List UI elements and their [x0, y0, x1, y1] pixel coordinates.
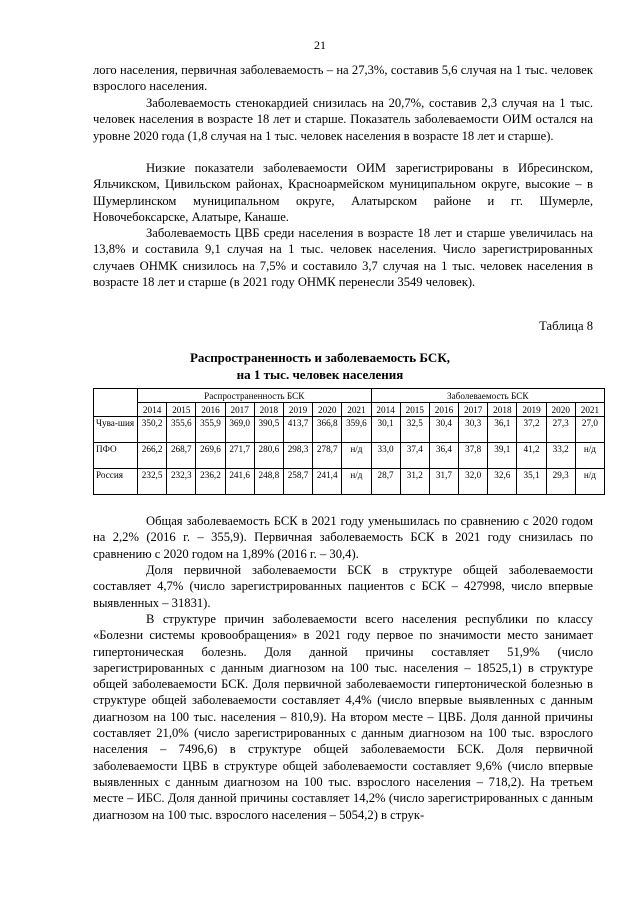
table-cell: 27,0 — [575, 417, 604, 443]
paragraph: В структуре причин заболеваемости всего населения республики по классу «Болезни системы кровообращения» в 2021 году первое по значимости место занимает гипертоническая болезнь. Доля данной причины составляет 51,9% (число зарегистрированных с данным диагнозом на 100 тыс. населения – 18525,1) в структуре общей заболеваемости БСК. Доля первичной заболеваемости гипертонической болезнью в структуре общей заболеваемости составляет 4,4% (число впервые выявленных с данным диагнозом на 100 тыс. населения – 810,9). На втором месте – ЦВБ. Доля данной причины составляет 21,0% (число зарегистрированных с данным диагнозом на 100 тыс. взрослого населения – 7496,6) в структуре общей заболеваемости БСК. Доля первичной заболеваемости ЦВБ в структуре общей заболеваемости составляет 9,6% (число впервые выявленных с данным диагнозом на 100 тыс. взрослого населения – 718,2). На третьем месте – ИБС. Доля данной причины составляет 14,2% (число зарегистрированных с данным диагнозом на 100 тыс. взрослого населения – 5054,2) в струк- — [93, 612, 593, 822]
table-label: Таблица 8 — [539, 319, 593, 333]
table-cell: 369,0 — [225, 417, 254, 443]
group-header-incidence: Заболеваемость БСК — [371, 389, 605, 403]
table-cell: 36,4 — [429, 443, 458, 469]
table-corner-cell — [94, 389, 138, 417]
table-cell: 37,4 — [400, 443, 429, 469]
table-cell: 35,1 — [517, 469, 546, 495]
table-cell: 269,6 — [196, 443, 225, 469]
table-cell: 232,3 — [167, 469, 196, 495]
year-header: 2020 — [546, 403, 575, 417]
table-cell: н/д — [575, 469, 604, 495]
table-cell: 350,2 — [138, 417, 167, 443]
paragraph: Заболеваемость стенокардией снизилась на 20,7%, составив 2,3 случая на 1 тыс. человек населения в возрасте 18 лет и старше. Показатель заболеваемости ОИМ остался на уровне 2020 года (1,8 случая на 1 тыс. человек населения в возрасте 18 лет и старше). — [93, 96, 593, 143]
row-label: ПФО — [94, 443, 138, 469]
table-cell: 36,1 — [488, 417, 517, 443]
year-header: 2017 — [225, 403, 254, 417]
table-cell: 271,7 — [225, 443, 254, 469]
table-cell: 29,3 — [546, 469, 575, 495]
table-cell: 28,7 — [371, 469, 400, 495]
table-cell: 37,8 — [459, 443, 488, 469]
table-cell: н/д — [342, 469, 371, 495]
year-header: 2020 — [313, 403, 342, 417]
table-cell: 266,2 — [138, 443, 167, 469]
row-label: Чува-шия — [94, 417, 138, 443]
group-header-prevalence: Распространенность БСК — [138, 389, 372, 403]
year-header: 2015 — [400, 403, 429, 417]
table-cell: 33,0 — [371, 443, 400, 469]
table-cell: 31,7 — [429, 469, 458, 495]
table-cell: н/д — [342, 443, 371, 469]
table-cell: 298,3 — [283, 443, 312, 469]
year-header: 2015 — [167, 403, 196, 417]
table-group-header — [94, 389, 605, 403]
table-cell: 355,6 — [167, 417, 196, 443]
table-cell: 236,2 — [196, 469, 225, 495]
table-cell: 232,5 — [138, 469, 167, 495]
table-cell: 241,6 — [225, 469, 254, 495]
paragraph: лого населения, первичная заболеваемость – на 27,3%, составив 5,6 случая на 1 тыс. человек взрослого населения. — [93, 63, 593, 94]
table-cell: 280,6 — [254, 443, 283, 469]
year-header: 2018 — [488, 403, 517, 417]
paragraph: Общая заболеваемость БСК в 2021 году уменьшилась по сравнению с 2020 годом на 2,2% (2016 г. – 355,9). Первичная заболеваемость БСК в 2021 году снизилась по сравнению с 2020 годом на 1,89% (2016 г. – 30,4). — [93, 514, 593, 561]
table-title-line: на 1 тыс. человек населения — [236, 366, 404, 382]
year-header: 2016 — [196, 403, 225, 417]
bsk-table — [93, 388, 605, 495]
table-cell: 37,2 — [517, 417, 546, 443]
table-cell: 30,4 — [429, 417, 458, 443]
table-cell: 31,2 — [400, 469, 429, 495]
row-label: Россия — [94, 469, 138, 495]
year-header: 2021 — [342, 403, 371, 417]
year-header: 2019 — [283, 403, 312, 417]
table-cell: 32,6 — [488, 469, 517, 495]
table-cell: 366,8 — [313, 417, 342, 443]
table-cell: 268,7 — [167, 443, 196, 469]
table-cell: 241,4 — [313, 469, 342, 495]
table-cell: 355,9 — [196, 417, 225, 443]
table-title-line: Распространенность и заболеваемость БСК, — [189, 350, 450, 365]
table-cell: 30,1 — [371, 417, 400, 443]
table-cell: 248,8 — [254, 469, 283, 495]
table-row — [94, 417, 605, 443]
table-cell: 32,5 — [400, 417, 429, 443]
table-cell: 258,7 — [283, 469, 312, 495]
table-row — [94, 469, 605, 495]
year-header: 2019 — [517, 403, 546, 417]
table-year-header — [94, 403, 605, 417]
table-cell: 27,3 — [546, 417, 575, 443]
table-row — [94, 443, 605, 469]
paragraph: Заболеваемость ЦВБ среди населения в возрасте 18 лет и старше увеличилась на 13,8% и составила 9,1 случая на 1 тыс. человек населения. Число зарегистрированных случаев ОНМК снизилось на 7,5% и составило 3,7 случая на 1 тыс. человек населения в возрасте 18 лет и старше (в 2021 году ОНМК перенесли 3549 человек). — [93, 226, 593, 289]
table-cell: 359,6 — [342, 417, 371, 443]
year-header: 2021 — [575, 403, 604, 417]
year-header: 2014 — [138, 403, 167, 417]
page-number: 21 — [314, 38, 326, 52]
table-cell: 33,2 — [546, 443, 575, 469]
year-header: 2014 — [371, 403, 400, 417]
paragraph: Доля первичной заболеваемости БСК в структуре общей заболеваемости составляет 4,7% (число зарегистрированных пациентов с БСК – 427998, число впервые выявленных – 31831). — [93, 563, 593, 610]
table-cell: 39,1 — [488, 443, 517, 469]
table-cell: 390,5 — [254, 417, 283, 443]
year-header: 2016 — [429, 403, 458, 417]
table-cell: 30,3 — [459, 417, 488, 443]
table-title — [0, 350, 640, 383]
table-cell: н/д — [575, 443, 604, 469]
year-header: 2017 — [459, 403, 488, 417]
table-cell: 413,7 — [283, 417, 312, 443]
table-cell: 41,2 — [517, 443, 546, 469]
table-cell: 278,7 — [313, 443, 342, 469]
year-header: 2018 — [254, 403, 283, 417]
paragraph: Низкие показатели заболеваемости ОИМ зарегистрированы в Ибресинском, Яльчикском, Цивильском районах, Красноармейском муниципальном округе, высокие – в Шумерлинском муниципальном округе, Алатырском районе и гг. Шумерле, Новочебоксарске, Алатыре, Канаше. — [93, 161, 593, 224]
table-cell: 32,0 — [459, 469, 488, 495]
